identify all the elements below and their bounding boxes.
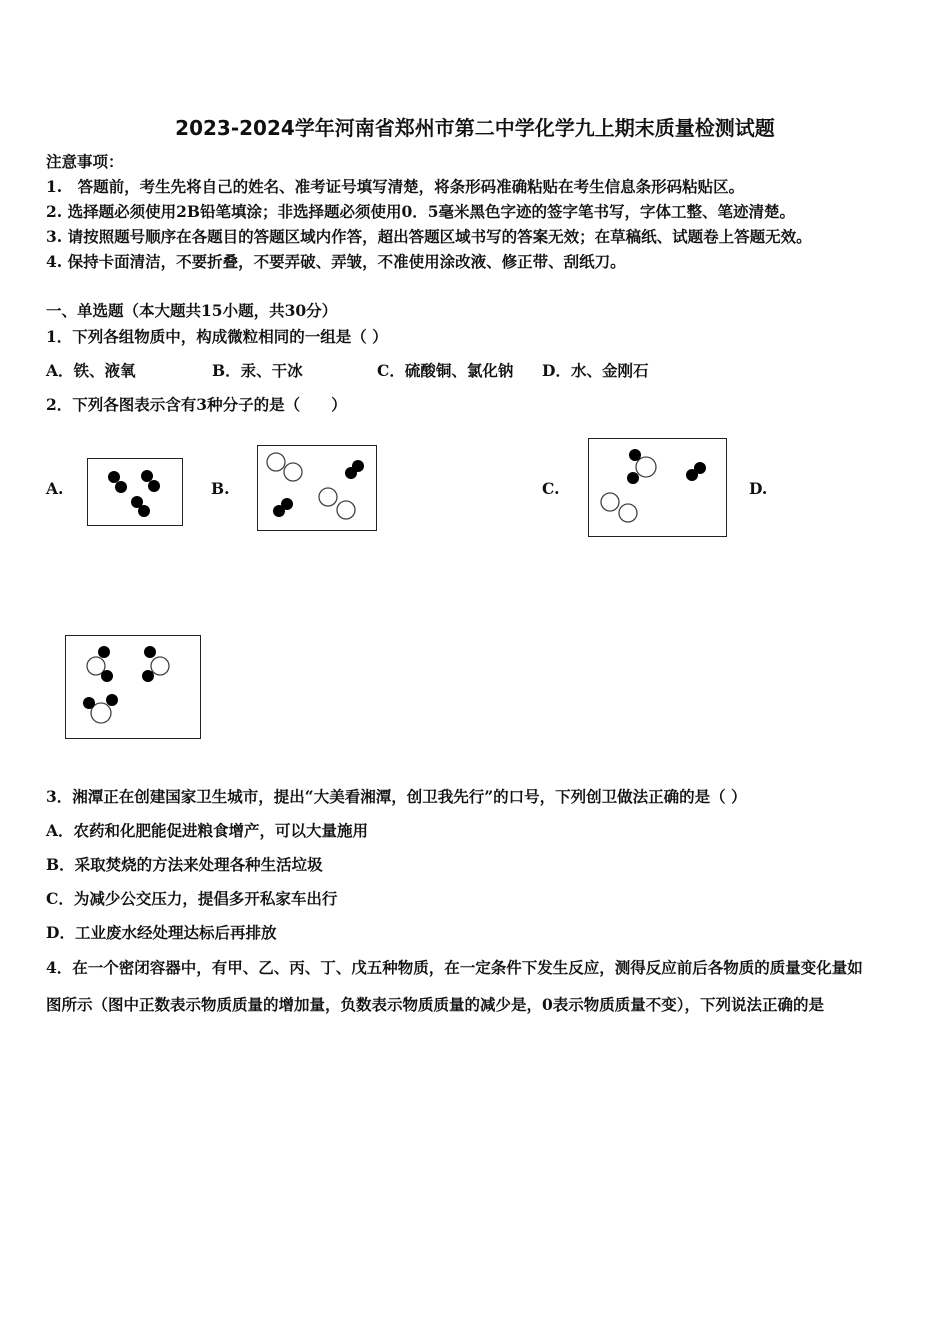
black-atom xyxy=(138,505,150,517)
question-1-stem: 1．下列各组物质中，构成微粒相同的一组是（ ） xyxy=(46,327,388,346)
black-atom xyxy=(83,697,95,709)
black-atom xyxy=(281,498,293,510)
white-atom xyxy=(319,488,337,506)
white-atom xyxy=(267,453,285,471)
black-atom xyxy=(629,449,641,461)
diagram-b-molecules xyxy=(267,453,364,519)
black-atom xyxy=(98,646,110,658)
white-atom xyxy=(601,493,619,511)
black-atom xyxy=(352,460,364,472)
black-atom xyxy=(694,462,706,474)
black-atom xyxy=(144,646,156,658)
black-atom xyxy=(627,472,639,484)
q1-option-d: D．水、金刚石 xyxy=(542,361,649,380)
q2-label-c: C. xyxy=(542,479,560,498)
q2-label-d: D. xyxy=(749,479,768,498)
white-atom xyxy=(151,657,169,675)
question-3-stem: 3．湘潭正在创建国家卫生城市，提出“大美看湘潭，创卫我先行”的口号，下列创卫做法正确的是（ ） xyxy=(46,787,747,806)
black-atom xyxy=(108,471,120,483)
notice-item: 3. 请按照题号顺序在各题目的答题区域内作答，超出答题区域书写的答案无效；在草稿纸、试题卷上答题无效。 xyxy=(46,227,812,246)
q1-option-b: B．汞、干冰 xyxy=(212,361,303,380)
notice-heading: 注意事项： xyxy=(46,152,124,171)
white-atom xyxy=(337,501,355,519)
white-atom xyxy=(636,457,656,477)
q3-option-c: C．为减少公交压力，提倡多开私家车出行 xyxy=(46,889,338,908)
q2-label-a: A. xyxy=(46,479,64,498)
black-atom xyxy=(148,480,160,492)
notice-item: 2. 选择题必须使用2B铅笔填涂；非选择题必须使用0．5毫米黑色字迹的签字笔书写，字体工整、笔迹清楚。 xyxy=(46,202,796,221)
diagram-a-molecules xyxy=(108,470,160,517)
section-heading: 一、单选题（本大题共15小题，共30分） xyxy=(46,301,338,320)
white-atom xyxy=(284,463,302,481)
black-atom xyxy=(141,470,153,482)
black-atom xyxy=(115,481,127,493)
q3-option-a: A．农药和化肥能促进粮食增产，可以大量施用 xyxy=(46,821,369,840)
notice-item: 1. 答题前，考生先将自己的姓名、准考证号填写清楚，将条形码准确粘贴在考生信息条形码粘贴区。 xyxy=(46,177,745,196)
q3-option-d: D．工业废水经处理达标后再排放 xyxy=(46,923,277,942)
page-title: 2023-2024学年河南省郑州市第二中学化学九上期末质量检测试题 xyxy=(175,116,775,140)
q1-option-a: A．铁、液氧 xyxy=(46,361,136,380)
diagram-c-molecules xyxy=(601,449,706,522)
question-4-line-1: 4．在一个密闭容器中，有甲、乙、丙、丁、戊五种物质，在一定条件下发生反应，测得反应前后各物质的质量变化量如 xyxy=(46,958,863,977)
question-2-stem: 2．下列各图表示含有3种分子的是（ ） xyxy=(46,395,347,414)
q1-option-c: C．硫酸铜、氯化钠 xyxy=(377,361,514,380)
diagram-d-molecules xyxy=(83,646,169,723)
white-atom xyxy=(619,504,637,522)
q2-label-b: B. xyxy=(211,479,230,498)
notice-item: 4. 保持卡面清洁，不要折叠，不要弄破、弄皱，不准使用涂改液、修正带、刮纸刀。 xyxy=(46,252,626,271)
black-atom xyxy=(142,670,154,682)
q3-option-b: B．采取焚烧的方法来处理各种生活垃圾 xyxy=(46,855,323,874)
question-4-line-2: 图所示（图中正数表示物质质量的增加量，负数表示物质质量的减少是，0表示物质质量不变），下列说法正确的是 xyxy=(46,995,825,1014)
black-atom xyxy=(106,694,118,706)
black-atom xyxy=(101,670,113,682)
